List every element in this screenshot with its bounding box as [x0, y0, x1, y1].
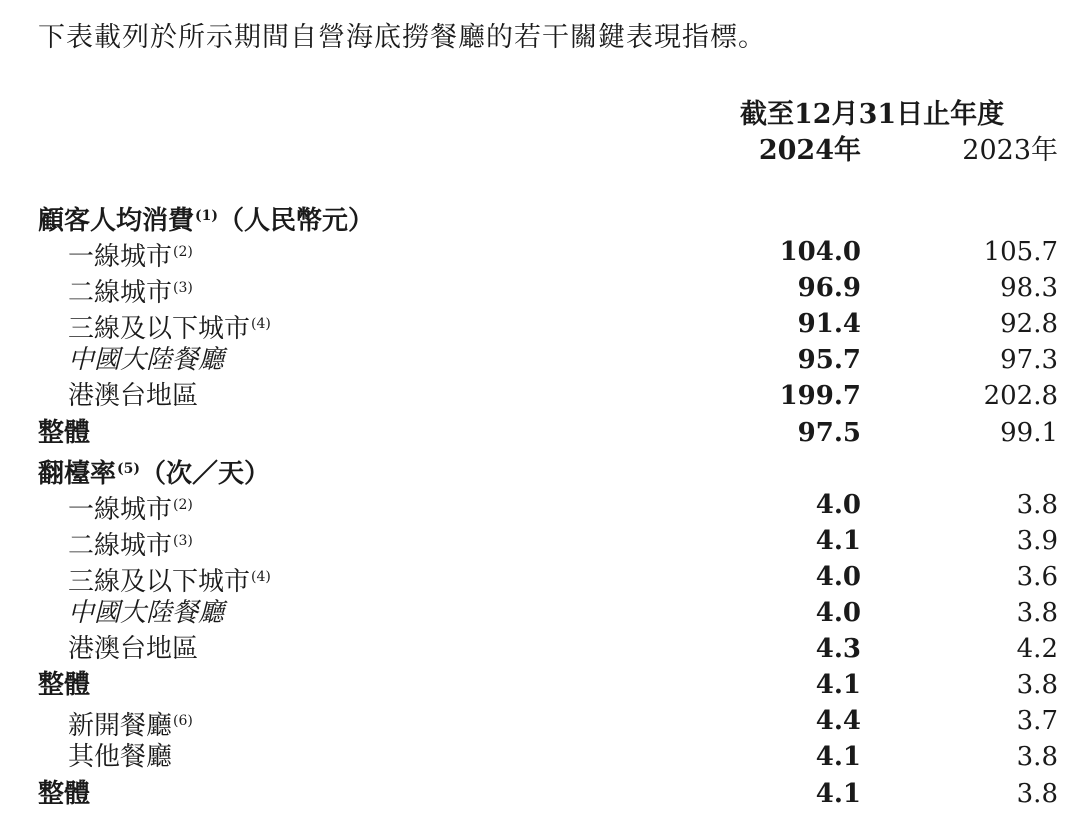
section-title-turnover: 翻檯率$^{(5)}$（次／天） [38, 458, 271, 489]
value-2023: 98.3 [1000, 273, 1058, 304]
value-2024: 104.0 [779, 237, 861, 268]
row-label: 一線城市$^{(2)}$ [68, 494, 193, 525]
table-row-total [0, 667, 1080, 703]
value-2023: 105.7 [983, 237, 1058, 268]
column-header-2023: 2023年 [962, 135, 1058, 166]
value-2023: 202.8 [983, 381, 1058, 412]
table-row-section-turnover [0, 451, 1080, 487]
table-row [0, 703, 1080, 742]
row-label: 三線及以下城市$^{(4)}$ [68, 314, 271, 345]
value-2023: 4.2 [1016, 634, 1058, 665]
table-row [0, 270, 1080, 309]
value-2024: 96.9 [797, 273, 861, 304]
value-2023: 3.9 [1016, 525, 1058, 556]
table-row-total [0, 776, 1080, 812]
table-row [0, 559, 1080, 595]
row-label-subtotal: 中國大陸餐廳 [68, 598, 225, 629]
value-2024: 4.3 [815, 634, 861, 665]
value-2024: 199.7 [779, 381, 861, 412]
table-row [0, 523, 1080, 559]
value-2023: 3.8 [1016, 670, 1058, 701]
value-2023: 92.8 [1000, 309, 1058, 340]
value-2023: 3.6 [1016, 561, 1058, 592]
table-row [0, 739, 1080, 775]
table-row [0, 234, 1080, 273]
value-2024: 91.4 [797, 309, 861, 340]
value-2024: 97.5 [797, 417, 861, 448]
table-row [0, 342, 1080, 378]
value-2023: 99.1 [1000, 417, 1058, 448]
row-label: 新開餐廳$^{(6)}$ [68, 711, 193, 742]
row-label: 一線城市$^{(2)}$ [68, 242, 193, 273]
column-header-2024: 2024年 [758, 135, 861, 166]
row-label: 二線城市$^{(3)}$ [68, 530, 193, 561]
value-2024: 4.1 [815, 778, 861, 809]
value-2024: 95.7 [797, 345, 861, 376]
table-row [0, 306, 1080, 345]
table-row-total [0, 415, 1080, 451]
column-header-period: 截至12月31日止年度 [740, 99, 1005, 130]
section-title-spend: 顧客人均消費$^{(1)}$（人民幣元） [38, 206, 375, 236]
table-row [0, 378, 1080, 414]
row-label-total: 整體 [38, 670, 91, 701]
value-2024: 4.1 [815, 742, 861, 773]
row-label-total: 整體 [38, 417, 91, 448]
value-2023: 3.8 [1016, 489, 1058, 520]
row-label: 三線及以下城市$^{(4)}$ [68, 566, 271, 597]
table-row [0, 631, 1080, 667]
table-row [0, 595, 1080, 631]
value-2024: 4.0 [815, 489, 861, 520]
value-2024: 4.1 [815, 670, 861, 701]
row-label-subtotal: 中國大陸餐廳 [68, 345, 225, 376]
value-2024: 4.4 [815, 706, 861, 737]
value-2024: 4.0 [815, 561, 861, 592]
row-label: 港澳台地區 [68, 381, 199, 412]
value-2023: 3.8 [1016, 778, 1058, 809]
value-2023: 3.8 [1016, 598, 1058, 629]
value-2024: 4.0 [815, 598, 861, 629]
row-label-total: 整體 [38, 778, 91, 809]
row-label: 二線城市$^{(3)}$ [68, 278, 193, 309]
kpi-table [0, 198, 1080, 812]
intro-text: 下表載列於所示期間自營海底撈餐廳的若干關鍵表現指標。 [38, 22, 766, 53]
value-2023: 3.8 [1016, 742, 1058, 773]
table-row-section-spend [0, 198, 1080, 234]
value-2023: 3.7 [1016, 706, 1058, 737]
row-label: 其他餐廳 [68, 742, 173, 773]
value-2024: 4.1 [815, 525, 861, 556]
table-row [0, 487, 1080, 523]
value-2023: 97.3 [1000, 345, 1058, 376]
row-label: 港澳台地區 [68, 634, 199, 665]
